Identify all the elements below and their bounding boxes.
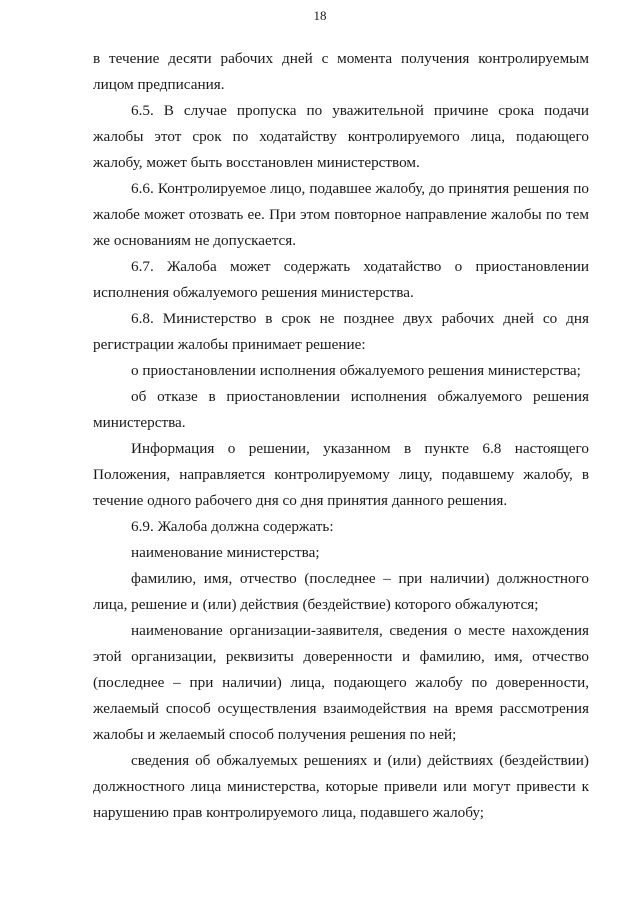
paragraph-6-7: 6.7. Жалоба может содержать ходатайство о приостановлении исполнения обжалуемого решения министерства. [93, 258, 589, 301]
list-item-official-name: фамилию, имя, отчество (последнее – при наличии) должностного лица, решение и (или) действия (бездействие) которого обжалуются; [93, 570, 589, 613]
document-body [93, 46, 589, 826]
paragraph-6-5: 6.5. В случае пропуска по уважительной причине срока подачи жалобы этот срок по ходатайству контролируемого лица, подающего жалобу, может быть восстановлен министерством. [93, 102, 589, 171]
list-item-suspension: о приостановлении исполнения обжалуемого решения министерства; [131, 362, 581, 379]
paragraph-6-9: 6.9. Жалоба должна содержать: [131, 518, 334, 535]
list-item-organization: наименование организации-заявителя, сведения о месте нахождения этой организации, реквизиты доверенности и фамилию, имя, отчество (последнее – при наличии) лица, подающего жалобу по доверенности, желаемый способ осуществления взаимодействия на время рассмотрения жалобы и желаемый способ получения решения по ней; [93, 622, 589, 743]
paragraph-decision-info: Информация о решении, указанном в пункте 6.8 настоящего Положения, направляется контролируемому лицу, подавшему жалобу, в течение одного рабочего дня со дня принятия данного решения. [93, 440, 589, 509]
list-item-refusal: об отказе в приостановлении исполнения обжалуемого решения министерства. [93, 388, 589, 431]
paragraph-6-8: 6.8. Министерство в срок не позднее двух рабочих дней со дня регистрации жалобы принимает решение: [93, 310, 589, 353]
paragraph-6-6: 6.6. Контролируемое лицо, подавшее жалобу, до принятия решения по жалобе может отозвать ее. При этом повторное направление жалобы по тем же основаниям не допускается. [93, 180, 589, 249]
list-item-ministry-name: наименование министерства; [131, 544, 320, 561]
page-number: 18 [313, 8, 327, 23]
list-item-appealed-decisions: сведения об обжалуемых решениях и (или) действиях (бездействии) должностного лица министерства, которые привели или могут привести к нарушению прав контролируемого лица, подавшего жалобу; [93, 752, 589, 821]
paragraph-continuation: в течение десяти рабочих дней с момента получения контролируемым лицом предписания. [93, 50, 589, 93]
